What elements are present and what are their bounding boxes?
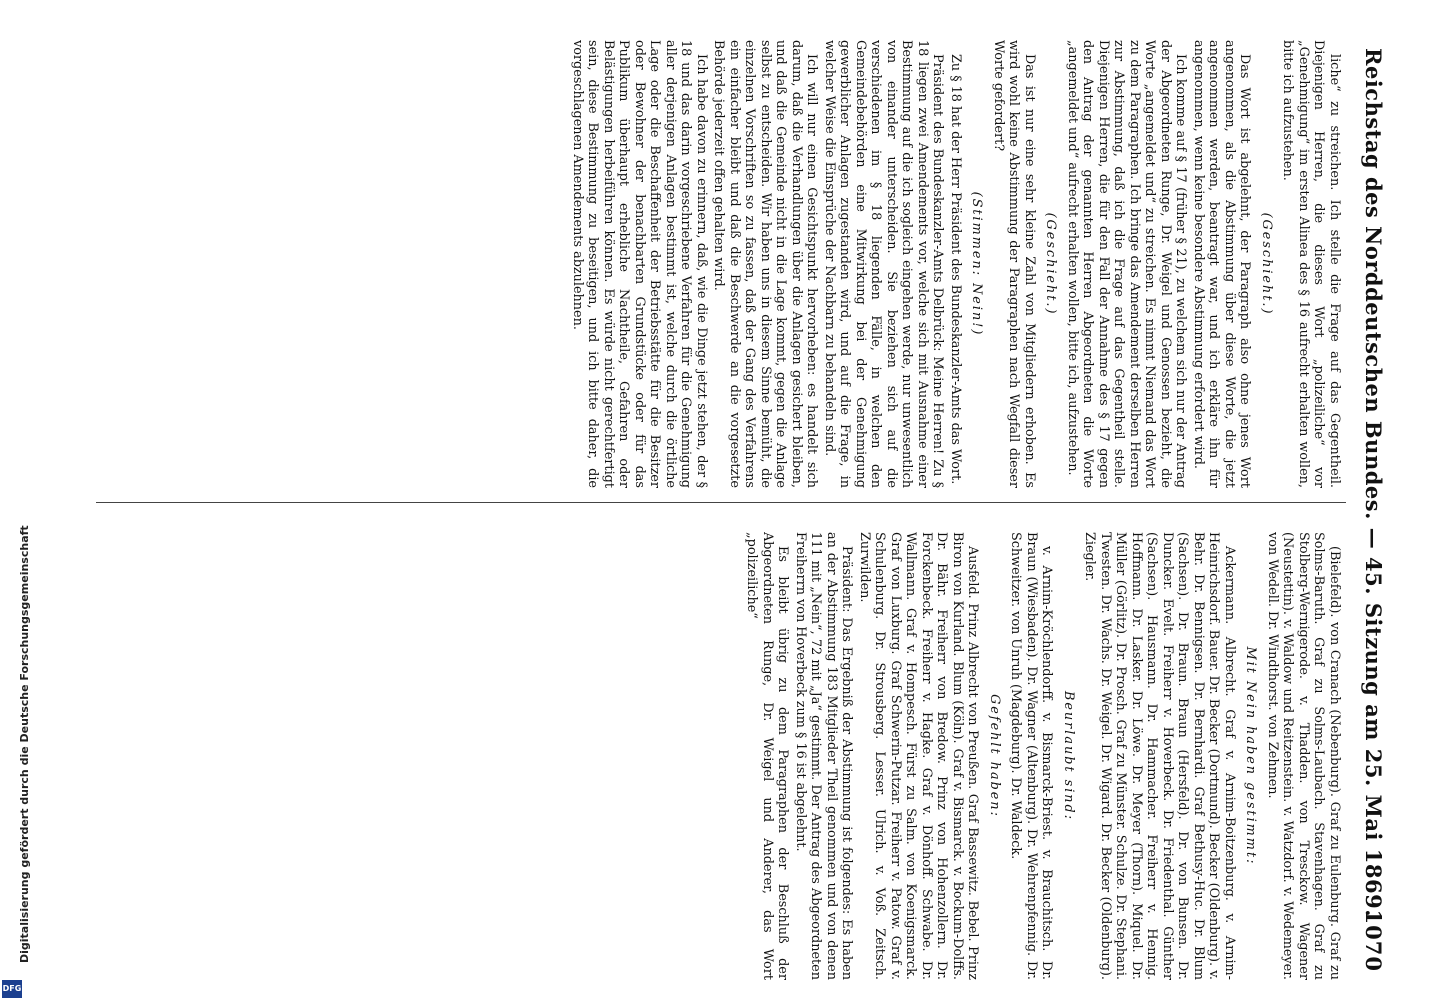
speech-paragraph-1: Präsident des Bundeskanzler-Amts Delbrück: Meine Herren! Zu § 18 liegen zwei Amendements vor, welche sich mit Ausnahme einer Bestimmung auf die ich sogleich eingehen werde, nur unwesentlich von einander unterscheiden. Sie beziehen sich auf die verschiedenen im § 18 liegenden Fälle, in welchen den Gemeindebehörden eine Mitwirkung bei der Genehmigung gewerblicher Anlagen zugestanden wird, und auf die Frage, in welcher Weise die Einsprüche der Nachbarn zu behandeln sind.	[822, 40, 946, 488]
left-column	[82, 532, 1342, 980]
right-paragraph-1: liche“ zu streichen. Ich stelle die Frage auf das Gegentheil. Diejenigen Herren, die dieses Wort „polizeiliche“ vor „Genehmigung“ im ersten Alinea des § 16 aufrecht erhalten wollen, bitte ich aufzustehen.	[1280, 40, 1342, 488]
right-paragraph-3: Ich komme auf § 17 (früher § 21), zu welchem sich nur der Antrag der Abgeordneten Runge, Dr. Weigel und Genossen bezieht, die Worte „angemeldet und“ zu streichen. Es nimmt Niemand das Wort zu dem Paragraphen. Ich bringe das Amendement derselben Herren zur Abstimmung, daß ich die Frage auf das Gegentheil stelle. Diejenigen Herren, die für den Fall der Annahme des § 17 gegen den Antrag der genannten Herren Abgeordneten die Worte „angemeldet und“ aufrecht erhalten wollen, bitte ich, aufzustehen.	[1065, 40, 1189, 488]
stage-direction-3: (Stimmen: Nein!)	[969, 191, 985, 337]
amendment-paragraph: Es bleibt übrig zu dem Paragraphen der Beschluß der Abgeordneten Runge, Dr. Weigel und Anderer, das Wort „polizeiliche“	[744, 532, 791, 980]
speech-paragraph-3: Ich habe davon zu erinnern, daß, wie die Dinge jetzt stehen, der § 18 und das darin vorgeschriebene Verfahren für die Genehmigung aller derjenigen Anlagen bestimmt ist, welche durch die örtliche Lage oder die Beschaffenheit der Betriebsstätte für die Besitzer oder Bewohner der benachbarten Grundstücke oder für das Publikum überhaupt erhebliche Nachtheile, Gefahren oder Belästigungen herbeiführen können. Es würde nicht gerechtfertigt sein, diese Bestimmung zu beseitigen, und ich bitte daher, die vorgeschlagenen Amendements abzulehnen.	[570, 40, 709, 488]
section-heading-on-leave: Beurlaubt sind:	[1061, 690, 1076, 822]
right-column	[82, 40, 1342, 488]
dfg-logo-icon: DFG	[2, 980, 22, 998]
right-paragraph-2: Das Wort ist abgelehnt, der Paragraph also ohne jenes Wort angenommen, als die Abstimmung über diese Worte, die jetzt angenommen werden, beantragt war, und ich erkläre ihn für angenommen, wenn keine besondere Abstimmung erfordert wird.	[1191, 40, 1253, 488]
page-number: 1070	[1361, 909, 1386, 972]
digitization-credit: Digitalisierung gefördert durch die Deutsche Forschungsgemeinschaft	[18, 525, 31, 963]
voter-list-yes-tail: (Bielefeld). von Cranach (Nebenburg). Graf zu Eulenburg. Graf zu Solms-Baruth. Graf zu Solms-Laubach. Stavenhagen. Graf zu Stolberg-Wernigerode. v. Thadden. von Tresckow. Wagener (Neustettin). v. Waldow und Reitzenstein. v. Watzdorf. v. Wedemeyer. von Wedell. Dr. Windthorst. von Zehmen.	[1265, 532, 1342, 980]
member-list-on-leave: v. Arnim-Kröchlendorff. v. Bismarck-Briest. v. Brauchitsch. Dr. Braun (Wiesbaden). Dr. Wagner (Altenburg). Dr. Wehrenpfennig. Dr. Schweitzer. von Unruh (Magdeburg). Dr. Waldeck.	[1008, 532, 1055, 980]
speech-paragraph-2: Ich will nur einen Gesichtspunkt hervorheben: es handelt sich darum, daß die Verhandlungen über die Anlagen gesichert bleiben, und daß die Gemeinde nicht in die Lage kommt, gegen die Anlage selbst zu entscheiden. Wir haben uns in diesem Sinne bemüht, die einzelnen Vorschriften so zu fassen, daß der Gang des Verfahrens ein einfacher bleibt und daß die Beschwerde an die vorgesetzte Behörde jederzeit offen gehalten wird.	[711, 40, 820, 488]
column-divider	[96, 502, 1346, 503]
vote-result-paragraph: Präsident: Das Ergebniß der Abstimmung ist folgendes: Es haben an der Abstimmung 183 Mitglieder Theil genommen und von denen 111 mit „Nein“, 72 mit „Ja“ gestimmt. Der Antrag des Abgeordneten Freiherrn von Hoverbeck zum § 16 ist abgelehnt.	[793, 532, 855, 980]
stage-direction-2: (Geschieht.)	[1043, 212, 1059, 316]
right-paragraph-5: Zu § 18 hat der Herr Präsident des Bundeskanzler-Amts das Wort.	[948, 54, 963, 485]
digitization-credit-strip	[0, 0, 31, 1000]
stage-direction-1: (Geschieht.)	[1259, 212, 1274, 316]
printed-page	[76, 40, 1386, 980]
page-header	[1352, 40, 1386, 980]
section-heading-no-votes: Mit Nein haben gestimmt:	[1243, 646, 1259, 866]
voter-list-no: Ackermann. Albrecht. Graf v. Arnim-Boitzenburg. v. Arnim-Heinrichsdorf. Bauer. Dr. Becker (Dortmund). Becker (Oldenburg). v. Behr. Dr. Bennigsen. Dr. Bernhardi. Graf Bethusy-Huc. Dr. Blum (Sachsen). Dr. Braun. Braun (Hersfeld). Dr. von Bunsen. Dr. Duncker. Evelt. Freiherr v. Hoverbeck. Dr. Friedenthal. Günther (Sachsen). Hausmann. Dr. Hammacher. Freiherr v. Hennig. Hoffmann. Dr. Lasker. Dr. Löwe. Dr. Meyer (Thorn). Miquel. Dr. Müller (Görlitz). Dr. Prosch. Graf zu Münster. Schulze. Dr. Stephani. Twesten. Dr. Wachs. Dr. Weigel. Dr. Wigard. Dr. Becker (Oldenburg). Ziegler.	[1082, 532, 1237, 980]
member-list-absent: Ausfeld. Prinz Albrecht von Preußen. Graf Bassewitz. Bebel. Prinz Biron von Kurland. Blum (Köln). Graf v. Bismarck. v. Bockum-Dolffs. Dr. Bähr. Freiherr von Bredow. Prinz von Hohenzollern. Dr. Forckenbeck. Freiherr v. Hagke. Graf v. Dönhoff. Schwabe. Dr. Wallmann. Graf v. Hompesch. Fürst zu Salm. von Koenigsmarck. Graf von Luxburg. Graf Schwerin-Putzar. Freiherr v. Patow. Graf v. Schulenburg. Dr. Strousberg. Lesser. Ulrich. v. Voß. Zeitsch. Zurwilden.	[857, 532, 981, 980]
right-paragraph-4: Das ist nur eine sehr kleine Zahl von Mitgliedern erhoben. Es wird wohl keine Abstimmung der Paragraphen nach Wegfall dieser Worte gefordert?	[991, 40, 1037, 488]
section-heading-absent: Gefehlt haben:	[987, 694, 1002, 818]
running-title: Reichstag des Norddeutschen Bundes. — 45. Sitzung am 25. Mai 1869.	[1361, 48, 1386, 918]
